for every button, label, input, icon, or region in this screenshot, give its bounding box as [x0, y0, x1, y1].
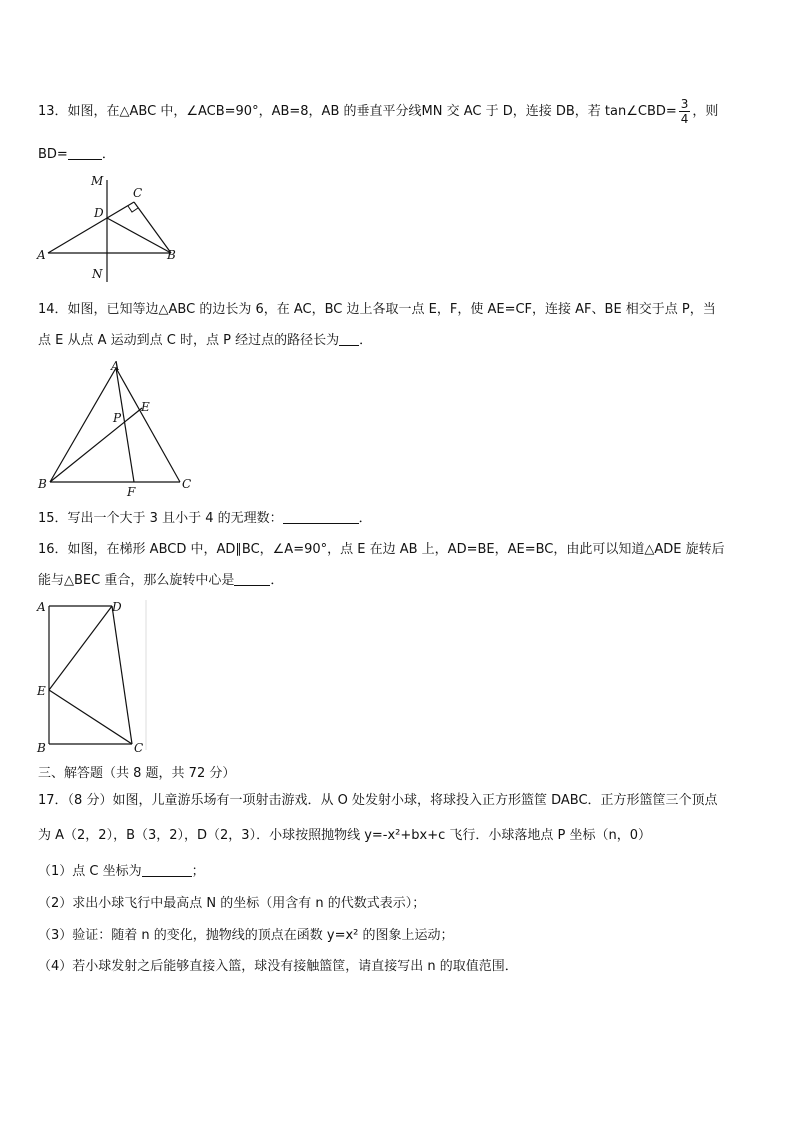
label-b: B — [37, 741, 46, 755]
section3-heading-text: 三、解答题（共 8 题，共 72 分） — [38, 766, 236, 781]
q17-sub4 — [38, 957, 518, 977]
q17-sub1-text: （1）点 C 坐标为 — [38, 864, 142, 879]
q16-line2 — [38, 571, 283, 591]
q16-text-line2: 能与△BEC 重合，那么旋转中心是 — [38, 573, 235, 588]
q14-line2-end: ． — [359, 333, 373, 348]
q13-bd-label: BD= — [38, 147, 68, 162]
label-a: A — [37, 600, 46, 614]
label-c: C — [133, 186, 143, 200]
q15-text: 15．写出一个大于 3 且小于 4 的无理数： — [38, 511, 283, 526]
q16-answer-blank[interactable] — [234, 571, 270, 586]
label-d: D — [112, 600, 122, 614]
q17-sub4-text: （4）若小球发射之后能够直接入篮，球没有接触篮筐，请直接写出 n 的取值范围． — [38, 959, 518, 974]
q13-text-after-fraction: ，则 — [692, 104, 719, 119]
q13-line2-end: ． — [101, 147, 115, 162]
label-m: M — [91, 174, 104, 188]
q17-line1 — [38, 791, 718, 811]
label-e: E — [37, 684, 46, 698]
q13-line2 — [38, 145, 115, 165]
q13-answer-blank[interactable] — [68, 145, 102, 160]
label-b: B — [167, 248, 176, 262]
label-a: A — [37, 248, 46, 262]
segment-dc — [112, 606, 132, 744]
label-c: C — [134, 741, 144, 755]
q14-line1 — [38, 300, 716, 320]
q17-sub2 — [38, 894, 425, 914]
q13-line1 — [38, 97, 718, 126]
segment-ed — [49, 606, 112, 690]
label-n: N — [92, 267, 103, 281]
label-d: D — [94, 206, 104, 220]
label-p: P — [113, 411, 122, 425]
q16-figure — [34, 598, 150, 756]
segment-ab — [50, 368, 116, 482]
tan-fraction — [679, 97, 691, 126]
q14-text-line1: 14．如图，已知等边△ABC 的边长为 6，在 AC，BC 边上各取一点 E，F，使 AE=CF，连接 AF、BE 相交于点 P，当 — [38, 302, 716, 317]
q14-figure — [34, 360, 202, 500]
segment-ec — [49, 690, 132, 744]
q14-answer-blank[interactable] — [339, 331, 359, 346]
q17-sub1 — [38, 862, 205, 882]
q15-end: ． — [358, 511, 372, 526]
q16-text-line1: 16．如图，在梯形 ABCD 中，AD∥BC，∠A=90°，点 E 在边 AB 上，AD=BE，AE=BC，由此可以知道△ADE 旋转后 — [38, 542, 725, 557]
fraction-numerator: 3 — [680, 97, 689, 111]
q16-line2-end: ． — [270, 573, 284, 588]
fraction-denominator: 4 — [680, 112, 689, 126]
q17-sub3-text: （3）验证：随着 n 的变化，抛物线的顶点在函数 y=x² 的图象上运动； — [38, 928, 454, 943]
q17-sub1-answer-blank[interactable] — [142, 862, 192, 877]
label-b: B — [38, 477, 47, 491]
section-heading — [38, 764, 235, 784]
q15-answer-blank[interactable] — [283, 509, 359, 524]
label-a: A — [111, 359, 120, 373]
q14-line2 — [38, 331, 372, 351]
q13-figure — [36, 172, 182, 284]
label-e: E — [141, 400, 150, 414]
q17-sub1-end: ； — [191, 864, 205, 879]
q14-text-line2: 点 E 从点 A 运动到点 C 时，点 P 经过点的路径长为 — [38, 333, 340, 348]
label-c: C — [182, 477, 192, 491]
q17-sub3 — [38, 926, 454, 946]
q17-sub2-text: （2）求出小球飞行中最高点 N 的坐标（用含有 n 的代数式表示）； — [38, 896, 426, 911]
q17-text-line1: 17．（8 分）如图，儿童游乐场有一项射击游戏．从 O 处发射小球，将球投入正方形篮筐 DABC．正方形篮筐三个顶点 — [38, 793, 718, 808]
q16-line1 — [38, 540, 725, 560]
q15-line — [38, 509, 372, 529]
q17-text-line2: 为 A（2，2），B（3，2），D（2，3）．小球按照抛物线 y=-x²+bx+c 飞行．小球落地点 P 坐标（n，0） — [38, 828, 652, 843]
q13-text-before-fraction: 13．如图，在△ABC 中，∠ACB=90°，AB=8，AB 的垂直平分线MN 交 AC 于 D，连接 DB，若 tan∠CBD= — [38, 104, 677, 119]
q17-line2 — [38, 826, 651, 846]
label-f: F — [127, 485, 136, 499]
